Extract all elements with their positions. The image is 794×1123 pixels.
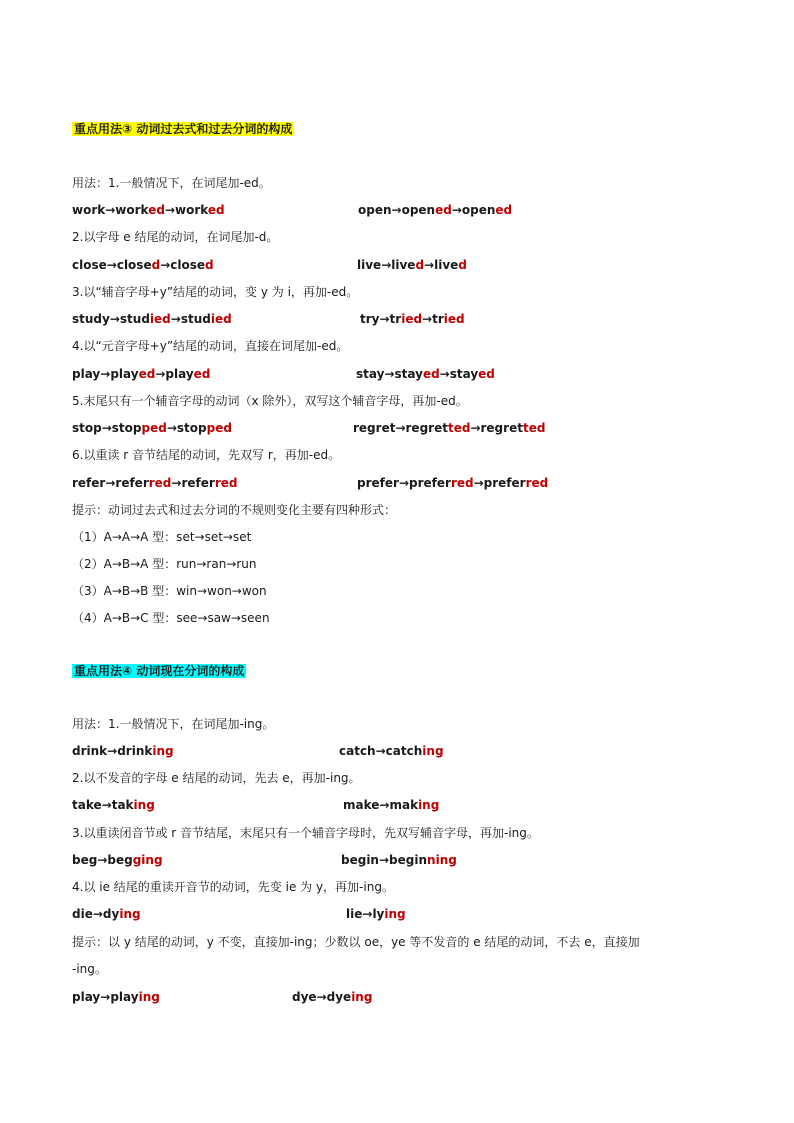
section3-heading — [72, 120, 294, 138]
irregular-aba: （2）A→B→A 型：run→ran→run — [72, 557, 257, 571]
example-row-stay: stay→stayed→stayed — [356, 367, 495, 381]
example-row-take: take→taking — [72, 798, 155, 812]
section3-rule5: 5.末尾只有一个辅音字母的动词（x 除外），双写这个辅音字母，再加-ed。 — [72, 394, 468, 408]
section3-title: 重点用法③ 动词过去式和过去分词的构成 — [74, 122, 293, 136]
section4-rule3: 3.以重读闭音节或 r 音节结尾，末尾只有一个辅音字母时，先双写辅音字母，再加-ing。 — [72, 826, 539, 840]
example-row-die: die→dying — [72, 907, 141, 921]
section3-usage: 用法：1.一般情况下，在词尾加-ed。 — [72, 176, 271, 190]
section4-usage: 用法：1.一般情况下，在词尾加-ing。 — [72, 717, 275, 731]
example-row-open: open→opened→opened — [358, 203, 513, 217]
irregular-abc: （4）A→B→C 型：see→saw→seen — [72, 611, 270, 625]
example-row-live: live→lived→lived — [357, 258, 467, 272]
section4-tip-line2: -ing。 — [72, 962, 107, 976]
example-row-close: close→closed→closed — [72, 258, 214, 272]
example-row-stop: stop→stopped→stopped — [72, 421, 232, 435]
section4-title: 重点用法④ 动词现在分词的构成 — [74, 664, 245, 678]
irregular-abb: （3）A→B→B 型：win→won→won — [72, 584, 267, 598]
section3-tip: 提示：动词过去式和过去分词的不规则变化主要有四种形式： — [72, 503, 397, 517]
example-row-begin: begin→beginning — [341, 853, 457, 867]
example-row-work: work→worked→worked — [72, 203, 225, 217]
section3-rule3: 3.以“辅音字母+y”结尾的动词，变 y 为 i，再加-ed。 — [72, 285, 359, 299]
example-row-lie: lie→lying — [346, 907, 406, 921]
example-row-dye: dye→dyeing — [292, 990, 373, 1004]
example-row-play-ing: play→playing — [72, 990, 160, 1004]
section3-rule4: 4.以“元音字母+y”结尾的动词，直接在词尾加-ed。 — [72, 339, 349, 353]
section4-rule2: 2.以不发音的字母 e 结尾的动词，先去 e，再加-ing。 — [72, 771, 361, 785]
example-row-regret: regret→regretted→regretted — [353, 421, 546, 435]
section4-tip-line1: 提示：以 y 结尾的动词，y 不变，直接加-ing；少数以 oe，ye 等不发音的 e 结尾的动词，不去 e，直接加 — [72, 935, 640, 949]
example-row-make: make→making — [343, 798, 440, 812]
example-row-study: study→studied→studied — [72, 312, 232, 326]
section3-rule2: 2.以字母 e 结尾的动词，在词尾加-d。 — [72, 230, 279, 244]
example-row-play-ed: play→played→played — [72, 367, 211, 381]
example-row-prefer: prefer→preferred→preferred — [357, 476, 549, 490]
section4-heading — [72, 662, 246, 680]
word-work: work — [72, 203, 106, 217]
example-row-refer: refer→referred→referred — [72, 476, 238, 490]
section3-rule6: 6.以重读 r 音节结尾的动词，先双写 r，再加-ed。 — [72, 448, 341, 462]
irregular-aaa: （1）A→A→A 型：set→set→set — [72, 530, 252, 544]
example-row-beg: beg→begging — [72, 853, 163, 867]
example-row-try: try→tried→tried — [360, 312, 465, 326]
example-row-drink: drink→drinking — [72, 744, 174, 758]
example-row-catch: catch→catching — [339, 744, 444, 758]
section4-rule4: 4.以 ie 结尾的重读开音节的动词，先变 ie 为 y，再加-ing。 — [72, 880, 394, 894]
